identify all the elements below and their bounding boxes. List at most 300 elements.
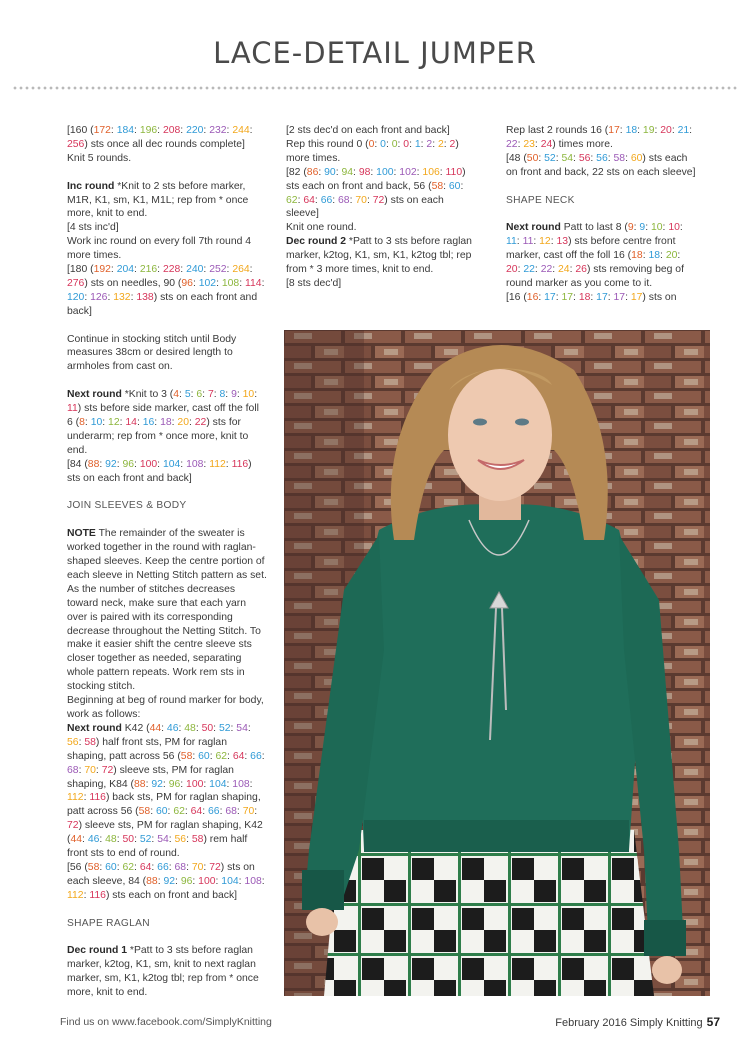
text-run: :: [145, 778, 152, 790]
text-run: :: [151, 861, 158, 873]
size-value: 60: [155, 806, 168, 818]
text-run: [84 (: [67, 458, 88, 470]
size-value: 132: [113, 291, 131, 303]
size-value: 17: [544, 291, 556, 303]
text-run: :: [555, 152, 562, 164]
size-value: 4: [173, 389, 180, 401]
text-run: :: [261, 277, 265, 289]
text-run: :: [213, 722, 219, 734]
text-run: :: [107, 291, 114, 303]
size-value: 60: [630, 152, 643, 164]
text-run: :: [625, 152, 631, 164]
text-run: :: [154, 416, 161, 428]
text-run: :: [168, 834, 175, 846]
text-run: :: [180, 778, 187, 790]
size-value: 58: [180, 750, 193, 762]
text-run: :: [409, 138, 415, 150]
size-value: 70: [191, 861, 204, 873]
text-run: :: [150, 806, 156, 818]
size-value: 18: [625, 125, 638, 136]
model-photo: [284, 330, 710, 996]
text-run: :: [219, 806, 226, 818]
stitch-count-paragraph: [67, 458, 267, 486]
size-value: 110: [445, 166, 463, 178]
text-run: :: [116, 861, 123, 873]
size-value: 18: [631, 250, 643, 262]
size-value: 256: [67, 138, 85, 150]
size-value: 116: [89, 889, 106, 901]
size-value: 1: [414, 138, 421, 150]
continue-paragraph: Continue in stocking stitch until Body measures 38cm or desired length to armholes from cast on.: [67, 333, 237, 373]
size-value: 26: [575, 264, 587, 276]
size-value: 17: [608, 125, 620, 136]
size-value: 196: [139, 125, 158, 136]
text-run: ) sts once all dec rounds complete]: [84, 138, 245, 150]
size-value: 62: [122, 861, 135, 873]
dec-note: [2 sts dec'd on each front and back]: [286, 125, 450, 136]
size-value: 66: [208, 806, 220, 818]
text-run: :: [552, 264, 559, 276]
size-value: 2: [449, 138, 456, 150]
text-run: :: [318, 166, 325, 178]
note-label: NOTE: [67, 528, 96, 540]
text-run: ) more times.: [286, 138, 459, 164]
text-run: :: [249, 125, 253, 136]
text-run: :: [239, 277, 245, 289]
text-run: :: [374, 138, 381, 150]
inc-round-text: *Knit to 2 sts before marker, M1R, K1, sm, K1, M1L; rep from * once more, knit to end.: [67, 180, 249, 220]
size-value: 0: [368, 138, 375, 150]
text-run: :: [247, 722, 251, 734]
text-run: :: [202, 806, 208, 818]
size-value: 52: [544, 152, 556, 164]
text-run: ) sts removing beg of round marker as you come to it.: [506, 264, 684, 289]
size-value: 22: [506, 138, 518, 150]
size-value: 46: [87, 834, 100, 846]
text-run: :: [335, 166, 342, 178]
text-run: :: [517, 138, 524, 150]
text-run: ) back sts, PM for raglan shaping, patt across 56 (: [67, 792, 261, 818]
size-value: 8: [79, 416, 85, 428]
size-value: 64: [139, 861, 152, 873]
size-value: 44: [149, 722, 162, 734]
size-value: 94: [341, 166, 354, 178]
size-value: 66: [250, 750, 262, 762]
size-value: 0: [391, 138, 398, 150]
text-run: :: [136, 416, 143, 428]
text-run: :: [654, 125, 661, 136]
column-3: [506, 124, 696, 305]
size-value: 88: [134, 778, 146, 790]
page-title: LACE-DETAIL JUMPER: [213, 36, 537, 70]
text-run: [180 (: [67, 264, 94, 276]
text-run: :: [119, 416, 126, 428]
size-value: 72: [372, 194, 385, 206]
size-value: 72: [67, 820, 79, 832]
text-run: :: [179, 389, 185, 401]
repeat-paragraph: [506, 124, 696, 152]
size-value: 104: [209, 778, 227, 790]
size-value: 24: [540, 138, 553, 150]
text-run: :: [607, 291, 614, 303]
text-run: :: [225, 458, 232, 470]
text-run: ) sts each on front and back]: [105, 889, 238, 901]
text-run: :: [516, 236, 523, 248]
size-value: 17: [613, 291, 626, 303]
inc-note: [4 sts inc'd]: [67, 222, 119, 234]
text-run: :: [161, 722, 167, 734]
size-value: 0: [403, 138, 410, 150]
size-value: 2: [426, 138, 433, 150]
size-value: 0: [380, 138, 386, 150]
text-run: :: [236, 806, 243, 818]
size-value: 244: [232, 125, 250, 136]
text-run: :: [645, 222, 651, 234]
size-value: 9: [231, 389, 237, 401]
size-value: 114: [244, 277, 262, 289]
text-run: :: [184, 806, 191, 818]
size-value: 192: [93, 264, 111, 276]
size-value: 96: [122, 458, 135, 470]
text-run: :: [460, 180, 464, 192]
size-value: 9: [639, 222, 646, 234]
begin-paragraph: Beginning at beg of round marker for body, work as follows:: [67, 695, 264, 720]
text-run: :: [195, 722, 202, 734]
size-value: 12: [539, 236, 551, 248]
text-run: :: [642, 250, 649, 262]
text-run: ) sts on each sleeve, 84 (: [67, 861, 255, 887]
text-run: :: [249, 778, 253, 790]
size-value: 14: [125, 416, 137, 428]
text-run: :: [157, 875, 164, 887]
text-run: :: [590, 152, 597, 164]
size-value: 106: [422, 166, 440, 178]
text-run: ) sts each on front and back, 56 (: [286, 166, 466, 192]
text-run: :: [84, 416, 91, 428]
size-value: 56: [174, 834, 187, 846]
text-run: Rep last 2 rounds 16 (: [506, 125, 609, 136]
text-run: :: [671, 125, 678, 136]
size-value: 56: [596, 152, 608, 164]
size-value: 12: [108, 416, 120, 428]
text-run: :: [192, 750, 199, 762]
next-round-paragraph: [506, 221, 696, 291]
size-value: 232: [209, 125, 227, 136]
text-run: :: [226, 125, 233, 136]
text-run: :: [517, 264, 524, 276]
text-run: :: [227, 750, 233, 762]
size-value: 64: [303, 194, 315, 206]
size-value: 240: [186, 264, 204, 276]
size-value: 58: [84, 736, 96, 748]
text-run: [48 (: [506, 152, 527, 164]
text-run: :: [314, 194, 321, 206]
size-value: 66: [157, 861, 169, 873]
text-run: ) sts on: [642, 291, 677, 303]
text-run: :: [385, 138, 392, 150]
size-value: 48: [105, 834, 117, 846]
size-value: 62: [215, 750, 228, 762]
size-value: 108: [232, 778, 250, 790]
size-value: 18: [648, 250, 661, 262]
size-value: 64: [232, 750, 245, 762]
text-run: :: [134, 861, 140, 873]
text-run: :: [534, 264, 541, 276]
dec-round-1-text: *Patt to 3 sts before raglan marker, k2tog, K1, sm, knit to next raglan marker, sm, K1, k2tog tbl; rep from * once more, knit to end.: [67, 945, 259, 999]
size-value: 20: [506, 264, 518, 276]
text-run: :: [443, 180, 449, 192]
size-value: 9: [627, 222, 634, 234]
text-run: :: [83, 792, 90, 804]
column-1: [67, 124, 267, 1000]
text-run: :: [180, 264, 187, 276]
text-run: :: [180, 458, 187, 470]
size-value: 220: [186, 125, 204, 136]
size-value: 70: [242, 806, 255, 818]
size-value: 20: [177, 416, 189, 428]
text-run: :: [619, 125, 626, 136]
size-value: 112: [67, 889, 84, 901]
text-run: :: [180, 125, 187, 136]
size-value: 22: [194, 416, 207, 428]
size-value: 17: [596, 291, 608, 303]
text-run: :: [230, 722, 237, 734]
text-run: :: [151, 834, 158, 846]
text-run: :: [95, 764, 102, 776]
text-run: ) sts each on front and back, 22 sts on each sleeve]: [506, 152, 696, 178]
size-value: 58: [613, 152, 626, 164]
text-run: :: [116, 458, 123, 470]
text-run: K42 (: [121, 722, 150, 734]
text-run: ) sts on needles, 90 (: [84, 277, 182, 289]
size-value: 58: [431, 180, 444, 192]
text-run: :: [393, 166, 400, 178]
text-run: :: [607, 152, 614, 164]
text-run: :: [538, 152, 545, 164]
size-value: 228: [162, 264, 181, 276]
size-value: 44: [70, 834, 83, 846]
text-run: :: [538, 291, 545, 303]
footer-facebook-link[interactable]: Find us on www.facebook.com/SimplyKnitting: [60, 1016, 272, 1028]
dec-round-1-label: Dec round 1: [67, 945, 128, 957]
text-run: :: [573, 152, 579, 164]
size-value: 50: [122, 834, 135, 846]
next-round-paragraph: [67, 722, 267, 861]
text-run: ) sts on each sleeve]: [286, 194, 444, 220]
size-value: 68: [338, 194, 350, 206]
size-value: 112: [67, 792, 84, 804]
next-round-label: Next round: [506, 222, 561, 234]
size-value: 62: [286, 194, 298, 206]
size-value: 138: [136, 291, 154, 303]
size-value: 108: [221, 277, 240, 289]
text-run: :: [186, 861, 192, 873]
text-run: :: [216, 277, 222, 289]
size-value: 88: [87, 458, 100, 470]
text-run: :: [167, 806, 174, 818]
text-run: :: [397, 138, 404, 150]
text-run: :: [178, 722, 185, 734]
text-run: :: [203, 125, 210, 136]
size-value: 62: [173, 806, 185, 818]
section-heading-raglan: SHAPE RAGLAN: [67, 917, 150, 929]
size-value: 56: [578, 152, 591, 164]
size-value: 48: [184, 722, 196, 734]
size-value: 66: [320, 194, 333, 206]
size-value: 23: [523, 138, 535, 150]
size-value: 54: [236, 722, 248, 734]
text-run: :: [353, 166, 359, 178]
size-value: 108: [186, 458, 204, 470]
dec-round-2-paragraph: [286, 235, 476, 277]
size-value: 5: [184, 389, 191, 401]
next-round-label: Next round: [67, 389, 122, 401]
text-run: [160 (: [67, 125, 94, 136]
text-run: :: [244, 750, 251, 762]
size-value: 22: [523, 264, 535, 276]
next-round-label: Next round: [67, 722, 122, 734]
text-run: :: [171, 416, 178, 428]
stitch-count-paragraph: [67, 263, 267, 319]
stitch-count-paragraph: [286, 166, 476, 222]
note-paragraph: [67, 527, 267, 694]
text-run: :: [134, 264, 140, 276]
text-run: :: [332, 194, 339, 206]
size-value: 11: [522, 236, 534, 248]
size-value: 68: [225, 806, 237, 818]
text-run: :: [569, 264, 576, 276]
knit-one-round: Knit one round.: [286, 222, 357, 234]
note-text: The remainder of the sweater is worked together in the round with raglan-shaped sleeves. Keep the centre portion of each sleeve in Netting Stitch pattern as set. As the number of stitches decreases toward neck, make sure that each yarn over is paired with its corresponding decrease throughout the Netting Stitch. To make it easier shift the centre sleeve sts closer together as needed, separating whole pattern repeats. Work rem sts in stocking stitch.: [67, 528, 267, 693]
footer-issue: [555, 1015, 720, 1029]
text-run: :: [134, 125, 140, 136]
size-value: 50: [526, 152, 539, 164]
text-run: :: [550, 236, 557, 248]
text-run: :: [416, 166, 423, 178]
dec-round-2-label: Dec round 2: [286, 236, 347, 248]
text-run: :: [102, 416, 109, 428]
text-run: ) sts on each front and back]: [67, 458, 252, 484]
text-run: :: [660, 250, 666, 262]
size-value: 52: [139, 834, 152, 846]
text-run: :: [83, 889, 90, 901]
size-value: 216: [139, 264, 158, 276]
size-value: 54: [157, 834, 169, 846]
dec-note: [8 sts dec'd]: [286, 277, 342, 289]
size-value: 92: [163, 875, 176, 887]
dec-round-1-paragraph: [67, 944, 267, 1000]
size-value: 204: [116, 264, 135, 276]
size-value: 16: [526, 291, 539, 303]
size-value: 2: [437, 138, 444, 150]
text-run: :: [203, 264, 210, 276]
text-run: ) sts before centre front marker, cast off the foll 16 (: [506, 236, 676, 262]
text-run: :: [533, 236, 540, 248]
text-run: [16 (: [506, 291, 527, 303]
text-run: :: [188, 416, 195, 428]
text-run: :: [679, 222, 683, 234]
text-run: :: [226, 778, 233, 790]
text-run: :: [432, 138, 438, 150]
text-run: :: [190, 389, 197, 401]
size-value: 52: [218, 722, 231, 734]
text-run: :: [439, 166, 446, 178]
size-value: 18: [160, 416, 172, 428]
size-value: 60: [198, 750, 210, 762]
text-run: :: [226, 264, 233, 276]
size-value: 104: [162, 458, 181, 470]
next-round-paragraph: [67, 388, 267, 458]
size-value: 58: [191, 834, 204, 846]
text-run: ) sleeve sts, PM for raglan shaping, K84 (: [67, 764, 234, 790]
text-run: :: [130, 291, 137, 303]
size-value: 22: [540, 264, 553, 276]
size-value: 72: [101, 764, 114, 776]
text-run: :: [99, 861, 106, 873]
text-run: :: [203, 458, 210, 470]
text-run: :: [175, 875, 181, 887]
size-value: 96: [181, 277, 193, 289]
text-run: :: [625, 291, 631, 303]
size-value: 108: [244, 875, 262, 887]
column-2: [286, 124, 476, 291]
text-run: :: [84, 291, 91, 303]
stitch-count-paragraph: [67, 861, 267, 903]
text-run: :: [555, 291, 562, 303]
text-run: ) times more.: [552, 138, 613, 150]
size-value: 96: [180, 875, 193, 887]
photo-illustration: [284, 330, 710, 996]
text-run: :: [134, 834, 140, 846]
size-value: 20: [660, 125, 672, 136]
text-run: :: [225, 389, 232, 401]
size-value: 126: [90, 291, 108, 303]
size-value: 10: [668, 222, 680, 234]
text-run: :: [134, 458, 140, 470]
size-value: 16: [142, 416, 155, 428]
section-heading-neck: SHAPE NECK: [506, 194, 575, 206]
size-value: 54: [561, 152, 574, 164]
text-run: :: [633, 222, 640, 234]
size-value: 58: [138, 806, 151, 818]
stitch-count-paragraph: [506, 291, 696, 305]
size-value: 208: [162, 125, 181, 136]
size-value: 100: [186, 778, 204, 790]
size-value: 116: [89, 792, 106, 804]
size-value: 72: [209, 861, 221, 873]
size-value: 96: [168, 778, 181, 790]
dotted-divider: [12, 86, 738, 90]
size-value: 116: [231, 458, 249, 470]
size-value: 21: [677, 125, 690, 136]
size-value: 6: [196, 389, 203, 401]
size-value: 17: [630, 291, 643, 303]
text-run: *Knit to 3 (: [121, 389, 174, 401]
text-run: :: [213, 389, 220, 401]
next-round-text: [67, 723, 265, 859]
text-run: ) sts for underarm; rep from * once more, knit to end.: [67, 416, 249, 456]
text-run: :: [443, 138, 450, 150]
size-value: 56: [67, 736, 79, 748]
repeat-paragraph: [286, 138, 476, 166]
text-run: ) sleeve sts, PM for raglan shaping, K42 (: [67, 820, 263, 846]
size-value: 172: [93, 125, 111, 136]
size-value: 17: [561, 291, 574, 303]
size-value: 120: [67, 291, 85, 303]
dec-round-2-text: *Patt to 3 sts before raglan marker, k2tog, K1, sm, K1, k2tog tbl; rep from * 3 more times, knit to end.: [286, 236, 472, 276]
size-value: 98: [358, 166, 371, 178]
text-run: :: [209, 750, 216, 762]
